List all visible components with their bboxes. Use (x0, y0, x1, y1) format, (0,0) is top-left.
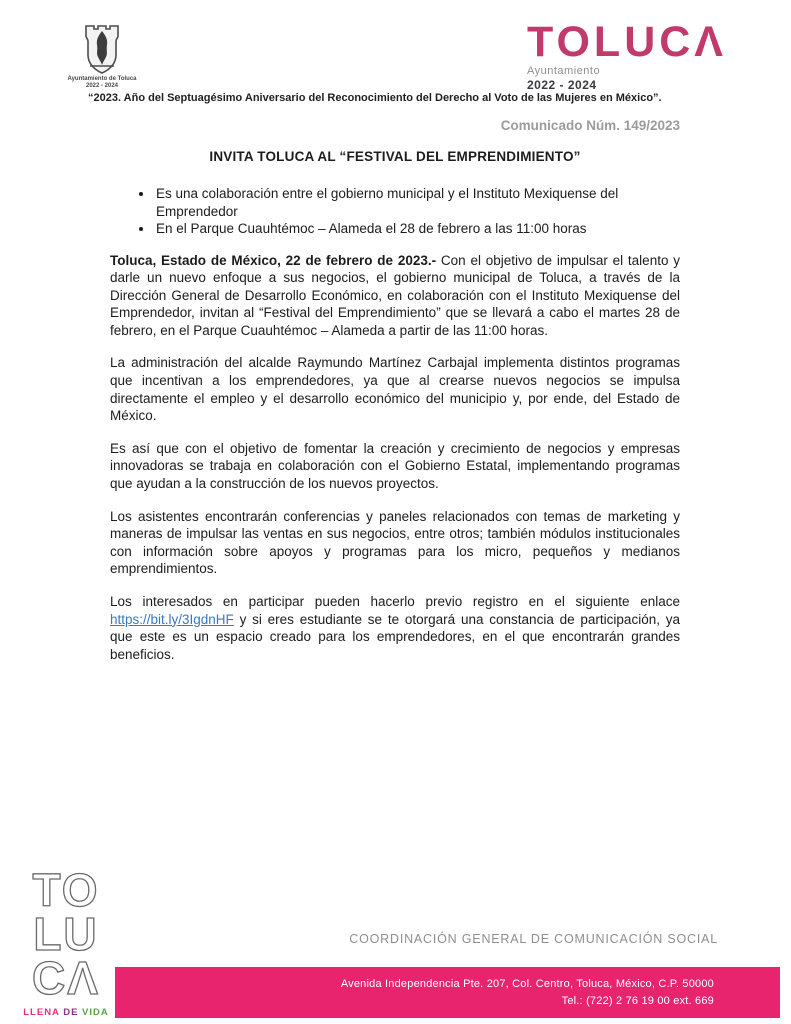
crest-caption-line2: 2022 - 2024 (85, 83, 119, 89)
paragraph-dateline (110, 252, 680, 340)
dateline-bold: Toluca, Estado de México, 22 de febrero de 2023.- (110, 252, 437, 268)
paragraph-collaboration: Es así que con el objetivo de fomentar la creación y crecimiento de negocios y empresas innovadoras se trabaja en colaboración con el Gobierno Estatal, implementando programas que ayudan a la construcción de los nuevos proyectos. (110, 440, 680, 492)
logo-row-lu: LU (33, 908, 99, 960)
toluca-vertical-logo (12, 866, 120, 1018)
tagline-word-de: DE (63, 1007, 79, 1018)
logo-row-to: TO (32, 866, 100, 916)
commemorative-year-quote: “2023. Año del Septuagésimo Aniversario del Reconocimiento del Derecho al Voto de las Mujeres en México”. (88, 92, 662, 104)
list-item: • En el Parque Cuauhtémoc – Alameda el 28 de febrero a las 11:00 horas (154, 220, 680, 238)
tagline-word-llena: LLENA (23, 1007, 60, 1018)
paragraph-registration (110, 593, 680, 663)
coat-of-arms-icon (66, 22, 138, 76)
tagline-word-vida: VIDA (82, 1007, 109, 1018)
logo-row-ca: CΛ (32, 952, 100, 998)
highlights-list (110, 185, 680, 238)
registration-text-after: y si eres estudiante se te otorgará una constancia de participación, ya que este es un espacio creado para los emprendedores, en el que encontrarán grandes beneficios. (110, 611, 680, 662)
footer-address-line: Avenida Independencia Pte. 207, Col. Centro, Toluca, México, C.P. 50000 (340, 978, 714, 990)
list-item: • Es una colaboración entre el gobierno municipal y el Instituto Mexiquense del Emprendedor (154, 185, 680, 220)
paragraph-administration: La administración del alcalde Raymundo Martínez Carbajal implementa distintos programas que incentivan a los emprendedores, ya que al crearse nuevos negocios se impulsa directamente el empleo y el desarrollo económico del municipio y, por ende, del Estado de México. (110, 355, 680, 424)
comunicado-number: Comunicado Núm. 149/2023 (500, 118, 680, 133)
dateline-text: Con el objetivo de impulsar el talento y darle un nuevo enfoque a sus negocios, el gobierno municipal de Toluca, a través de la Dirección General de Desarrollo Económico, en colaboración con el Instituto Mexiquense del Emprendedor, invitan al “Festival del Emprendimiento” que se llevará a cabo el martes 28 de febrero, en el Parque Cuauhtémoc – Alameda a partir de las 11:00 horas. (110, 252, 680, 338)
registration-link[interactable]: https://bit.ly/3IgdnHF (110, 611, 234, 627)
coordination-department-label: COORDINACIÓN GENERAL DE COMUNICACIÓN SOCIAL (349, 932, 718, 946)
press-release-title: INVITA TOLUCA AL “FESTIVAL DEL EMPRENDIMIENTO” (209, 149, 581, 164)
registration-text-before: Los interesados en participar pueden hacerlo previo registro en el siguiente enlace (110, 594, 680, 609)
toluca-wordmark: TOLUCΛ (527, 18, 727, 66)
footer-phone-line: Tel.: (722) 2 76 19 00 ext. 669 (561, 994, 714, 1007)
footer-address-bar (115, 967, 780, 1018)
llena-de-vida-tagline (12, 1007, 120, 1018)
paragraph-attendees: Los asistentes encontrarán conferencias y paneles relacionados con temas de marketing y maneras de impulsar las ventas en sus negocios, entre otros; también módulos institucionales con información sobre apoyos y programas para los micro, pequeños y medianos emprendimientos. (110, 508, 680, 577)
document-body (110, 118, 680, 663)
toluca-outline-logo-icon (14, 866, 118, 1002)
brand-ayuntamiento-label: Ayuntamiento (527, 65, 601, 77)
page-header (0, 0, 791, 92)
toluca-brand-logo (527, 18, 751, 92)
crest-caption-line1: Ayuntamiento de Toluca (67, 76, 137, 82)
brand-period-label: 2022 - 2024 (527, 78, 597, 92)
city-crest-logo (66, 22, 138, 90)
